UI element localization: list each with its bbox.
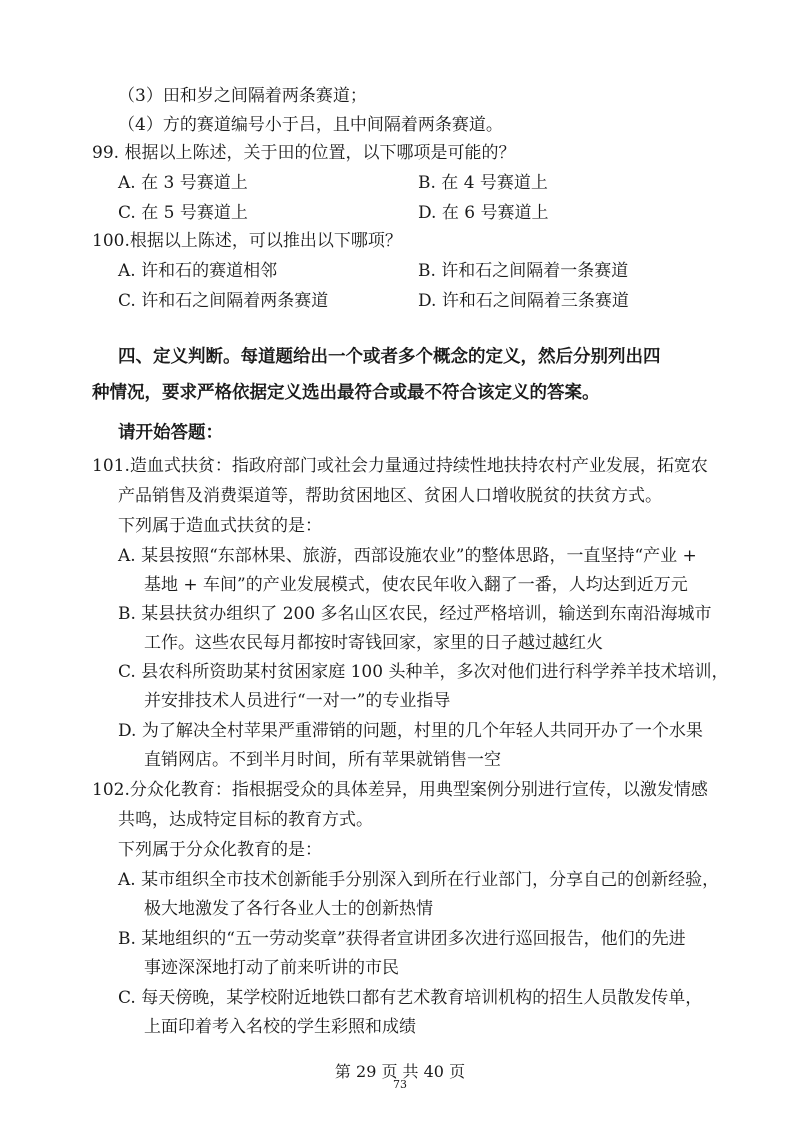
q101-definition-line1: 101.造血式扶贫：指政府部门或社会力量通过持续性地扶持农村产业发展，拓宽农 [92,456,708,476]
q101-definition-line2: 产品销售及消费渠道等，帮助贫困地区、贫困人口增收脱贫的扶贫方式。 [118,486,662,506]
q102-definition-line2: 共鸣，达成特定目标的教育方式。 [118,810,373,830]
q99-option-d: D. 在 6 号赛道上 [418,203,549,223]
q102-option-a-line2: 极大地激发了各行各业人士的创新热情 [144,899,433,919]
q101-option-b-line2: 工作。这些农民每月都按时寄钱回家，家里的日子越过越红火 [144,633,603,653]
q100-option-c: C. 许和石之间隔着两条赛道 [118,291,329,311]
q101-option-c-line1: C. 县农科所资助某村贫困家庭 100 头种羊，多次对他们进行科学养羊技术培训， [118,662,729,682]
q100-option-a: A. 许和石的赛道相邻 [118,261,278,281]
section-heading-line2: 种情况，要求严格依据定义选出最符合或最不符合该定义的答案。 [92,383,600,403]
q102-prompt: 下列属于分众化教育的是： [118,840,322,860]
q102-option-b-line1: B. 某地组织的“五一劳动奖章”获得者宣讲团多次进行巡回报告，他们的先进 [118,929,686,949]
q102-option-c-line1: C. 每天傍晚，某学校附近地铁口都有艺术教育培训机构的招生人员散发传单， [118,988,703,1008]
q102-option-b-line2: 事迹深深地打动了前来听讲的市民 [144,958,399,978]
q101-prompt: 下列属于造血式扶贫的是： [118,516,322,536]
condition-3: （3）田和岁之间隔着两条赛道； [118,86,367,106]
q102-option-a-line1: A. 某市组织全市技术创新能手分别深入到所在行业部门，分享自己的创新经验， [118,870,720,890]
q100-option-d: D. 许和石之间隔着三条赛道 [418,291,629,311]
q101-option-a-line1: A. 某县按照“东部林果、旅游，西部设施农业”的整体思路，一直坚持“产业 + [118,546,697,566]
q102-definition-line1: 102.分众化教育：指根据受众的具体差异，用典型案例分别进行宣传，以激发情感 [92,780,708,800]
q100-option-b: B. 许和石之间隔着一条赛道 [418,261,629,281]
q101-option-d-line1: D. 为了解决全村苹果严重滞销的问题，村里的几个年轻人共同开办了一个水果 [118,721,703,741]
section-heading-line1: 四、定义判断。每道题给出一个或者多个概念的定义，然后分别列出四 [118,347,661,367]
q99-option-a: A. 在 3 号赛道上 [118,173,248,193]
q101-option-d-line2: 直销网店。不到半月时间，所有苹果就销售一空 [144,750,501,770]
q99-option-b: B. 在 4 号赛道上 [418,173,548,193]
q101-option-b-line1: B. 某县扶贫办组织了 200 多名山区农民，经过严格培训，输送到东南沿海城市 [118,604,712,624]
page-number: 73 [393,1078,407,1091]
condition-4: （4）方的赛道编号小于吕，且中间隔着两条赛道。 [118,115,503,135]
q101-option-a-line2: 基地 + 车间”的产业发展模式，使农民年收入翻了一番，人均达到近万元 [144,575,688,595]
q102-option-c-line2: 上面印着考入名校的学生彩照和成绩 [144,1017,416,1037]
q99-stem: 99. 根据以上陈述，关于田的位置，以下哪项是可能的？ [92,143,516,163]
q101-option-c-line2: 并安排技术人员进行“一对一”的专业指导 [144,691,451,711]
page-footer: 第 29 页 共 40 页 [334,1062,466,1081]
q99-option-c: C. 在 5 号赛道上 [118,203,248,223]
q100-stem: 100.根据以上陈述，可以推出以下哪项？ [92,231,402,251]
section-start: 请开始答题： [118,423,223,443]
